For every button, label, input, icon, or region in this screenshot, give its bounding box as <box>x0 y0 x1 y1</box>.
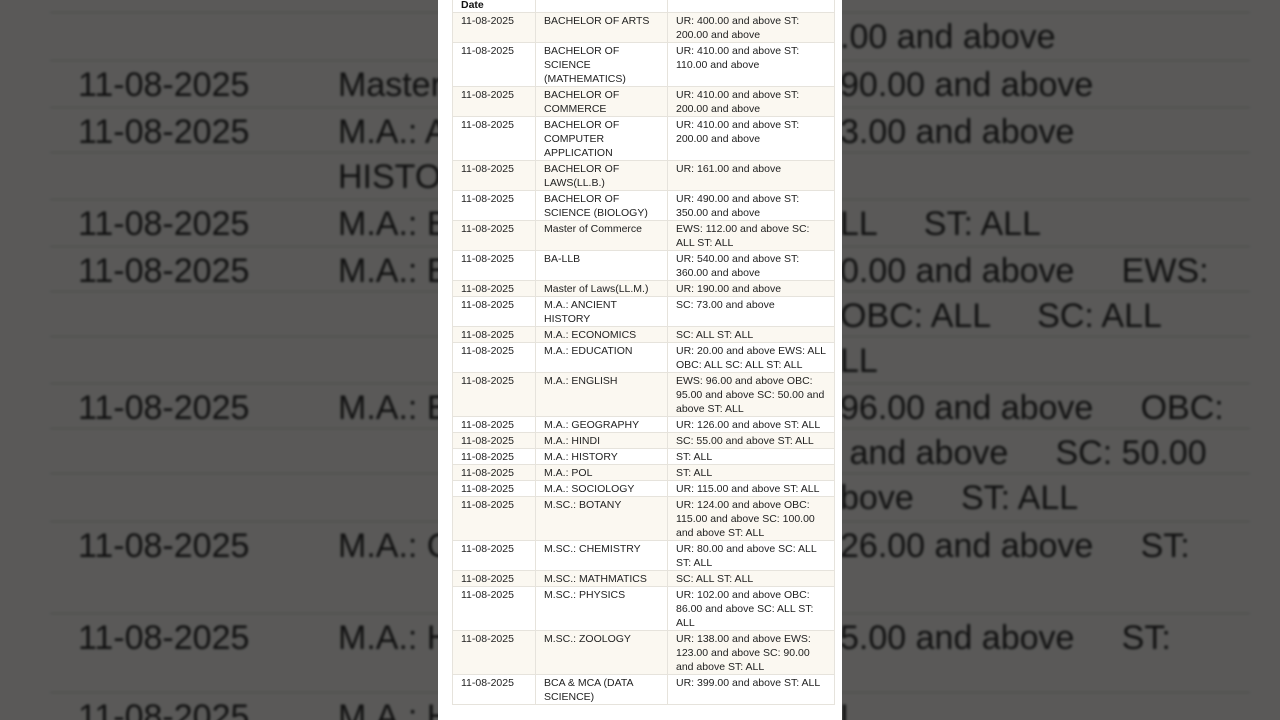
cell-cutoff: UR: 126.00 and above ST: ALL <box>668 417 835 433</box>
table-row <box>453 373 835 417</box>
cell-date: 11-08-2025 <box>453 281 536 297</box>
cell-program: M.SC.: CHEMISTRY <box>536 541 668 571</box>
table-row <box>453 221 835 251</box>
cell-cutoff: UR: 115.00 and above ST: ALL <box>668 481 835 497</box>
table-row <box>453 675 835 705</box>
merit-cutoff-table <box>452 0 835 705</box>
cell-program: BACHELOR OF SCIENCE (BIOLOGY) <box>536 191 668 221</box>
cell-date: 11-08-2025 <box>453 481 536 497</box>
cell-program: M.A.: GEOGRAPHY <box>536 417 668 433</box>
cell-program: M.SC.: MATHMATICS <box>536 571 668 587</box>
table-row <box>453 43 835 87</box>
cell-date: 11-08-2025 <box>453 117 536 161</box>
cell-cutoff: SC: ALL ST: ALL <box>668 571 835 587</box>
cell-program: BACHELOR OF LAWS(LL.B.) <box>536 161 668 191</box>
cell-cutoff: UR: 410.00 and above ST: 200.00 and above <box>668 87 835 117</box>
cell-program: M.SC.: BOTANY <box>536 497 668 541</box>
table-row <box>453 161 835 191</box>
table-row <box>453 433 835 449</box>
table-row <box>453 481 835 497</box>
cell-program: BACHELOR OF COMPUTER APPLICATION <box>536 117 668 161</box>
cell-date: 11-08-2025 <box>453 417 536 433</box>
table-row <box>453 251 835 281</box>
cell-cutoff: UR: 138.00 and above EWS: 123.00 and above SC: 90.00 and above ST: ALL <box>668 631 835 675</box>
cell-cutoff: UR: 190.00 and above <box>668 281 835 297</box>
cell-cutoff: SC: 55.00 and above ST: ALL <box>668 433 835 449</box>
cell-program: M.SC.: ZOOLOGY <box>536 631 668 675</box>
table-row <box>453 497 835 541</box>
cell-cutoff: UR: 490.00 and above ST: 350.00 and above <box>668 191 835 221</box>
cell-program: Master of Commerce <box>536 221 668 251</box>
cell-cutoff: UR: 124.00 and above OBC: 115.00 and above SC: 100.00 and above ST: ALL <box>668 497 835 541</box>
header-cutoff <box>668 0 835 13</box>
cell-date: 11-08-2025 <box>453 343 536 373</box>
cell-cutoff: UR: 410.00 and above ST: 200.00 and above <box>668 117 835 161</box>
cell-program: M.A.: EDUCATION <box>536 343 668 373</box>
table-row <box>453 117 835 161</box>
cell-date: 11-08-2025 <box>453 465 536 481</box>
cell-program: BACHELOR OF COMMERCE <box>536 87 668 117</box>
cell-program: BA-LLB <box>536 251 668 281</box>
table-row <box>453 417 835 433</box>
cell-program: M.A.: POL <box>536 465 668 481</box>
cell-cutoff: ST: ALL <box>668 465 835 481</box>
table-row <box>453 449 835 465</box>
cell-cutoff: ST: ALL <box>668 449 835 465</box>
table-row <box>453 343 835 373</box>
cell-date: 11-08-2025 <box>453 297 536 327</box>
cell-cutoff: UR: 20.00 and above EWS: ALL OBC: ALL SC: ALL ST: ALL <box>668 343 835 373</box>
cell-program: BACHELOR OF ARTS <box>536 13 668 43</box>
cell-program: BACHELOR OF SCIENCE (MATHEMATICS) <box>536 43 668 87</box>
table-body <box>453 13 835 705</box>
table-row <box>453 191 835 221</box>
cell-cutoff: UR: 540.00 and above ST: 360.00 and above <box>668 251 835 281</box>
cell-program: M.A.: ENGLISH <box>536 373 668 417</box>
cell-program: BCA & MCA (DATA SCIENCE) <box>536 675 668 705</box>
table-row <box>453 465 835 481</box>
header-date: Date <box>453 0 536 13</box>
header-program <box>536 0 668 13</box>
cell-date: 11-08-2025 <box>453 497 536 541</box>
cell-cutoff: UR: 80.00 and above SC: ALL ST: ALL <box>668 541 835 571</box>
cell-cutoff: UR: 400.00 and above ST: 200.00 and above <box>668 13 835 43</box>
cell-date: 11-08-2025 <box>453 191 536 221</box>
table-row <box>453 571 835 587</box>
cell-cutoff: UR: 102.00 and above OBC: 86.00 and above SC: ALL ST: ALL <box>668 587 835 631</box>
cell-cutoff: UR: 410.00 and above ST: 110.00 and above <box>668 43 835 87</box>
cell-program: M.A.: HISTORY <box>536 449 668 465</box>
cell-program: M.A.: ECONOMICS <box>536 327 668 343</box>
cell-date: 11-08-2025 <box>453 43 536 87</box>
cell-cutoff: SC: ALL ST: ALL <box>668 327 835 343</box>
cell-date: 11-08-2025 <box>453 373 536 417</box>
cell-date: 11-08-2025 <box>453 675 536 705</box>
table-row <box>453 13 835 43</box>
cell-date: 11-08-2025 <box>453 161 536 191</box>
table-row <box>453 327 835 343</box>
cell-date: 11-08-2025 <box>453 13 536 43</box>
cell-program: M.SC.: PHYSICS <box>536 587 668 631</box>
cell-cutoff: UR: 161.00 and above <box>668 161 835 191</box>
cell-cutoff: UR: 399.00 and above ST: ALL <box>668 675 835 705</box>
cell-date: 11-08-2025 <box>453 221 536 251</box>
table-header-row <box>453 0 835 13</box>
table-row <box>453 87 835 117</box>
cell-date: 11-08-2025 <box>453 587 536 631</box>
cell-date: 11-08-2025 <box>453 449 536 465</box>
cell-program: M.A.: HINDI <box>536 433 668 449</box>
table-row <box>453 631 835 675</box>
cell-date: 11-08-2025 <box>453 87 536 117</box>
cell-cutoff: SC: 73.00 and above <box>668 297 835 327</box>
cell-cutoff: EWS: 96.00 and above OBC: 95.00 and above SC: 50.00 and above ST: ALL <box>668 373 835 417</box>
table-row <box>453 587 835 631</box>
cell-date: 11-08-2025 <box>453 327 536 343</box>
document-panel <box>438 0 842 720</box>
cell-program: Master of Laws(LL.M.) <box>536 281 668 297</box>
cell-program: M.A.: ANCIENT HISTORY <box>536 297 668 327</box>
cell-date: 11-08-2025 <box>453 433 536 449</box>
table-row <box>453 281 835 297</box>
table-row <box>453 297 835 327</box>
cell-date: 11-08-2025 <box>453 251 536 281</box>
cell-cutoff: EWS: 112.00 and above SC: ALL ST: ALL <box>668 221 835 251</box>
table-row <box>453 541 835 571</box>
cell-date: 11-08-2025 <box>453 571 536 587</box>
cell-date: 11-08-2025 <box>453 541 536 571</box>
cell-program: M.A.: SOCIOLOGY <box>536 481 668 497</box>
cell-date: 11-08-2025 <box>453 631 536 675</box>
